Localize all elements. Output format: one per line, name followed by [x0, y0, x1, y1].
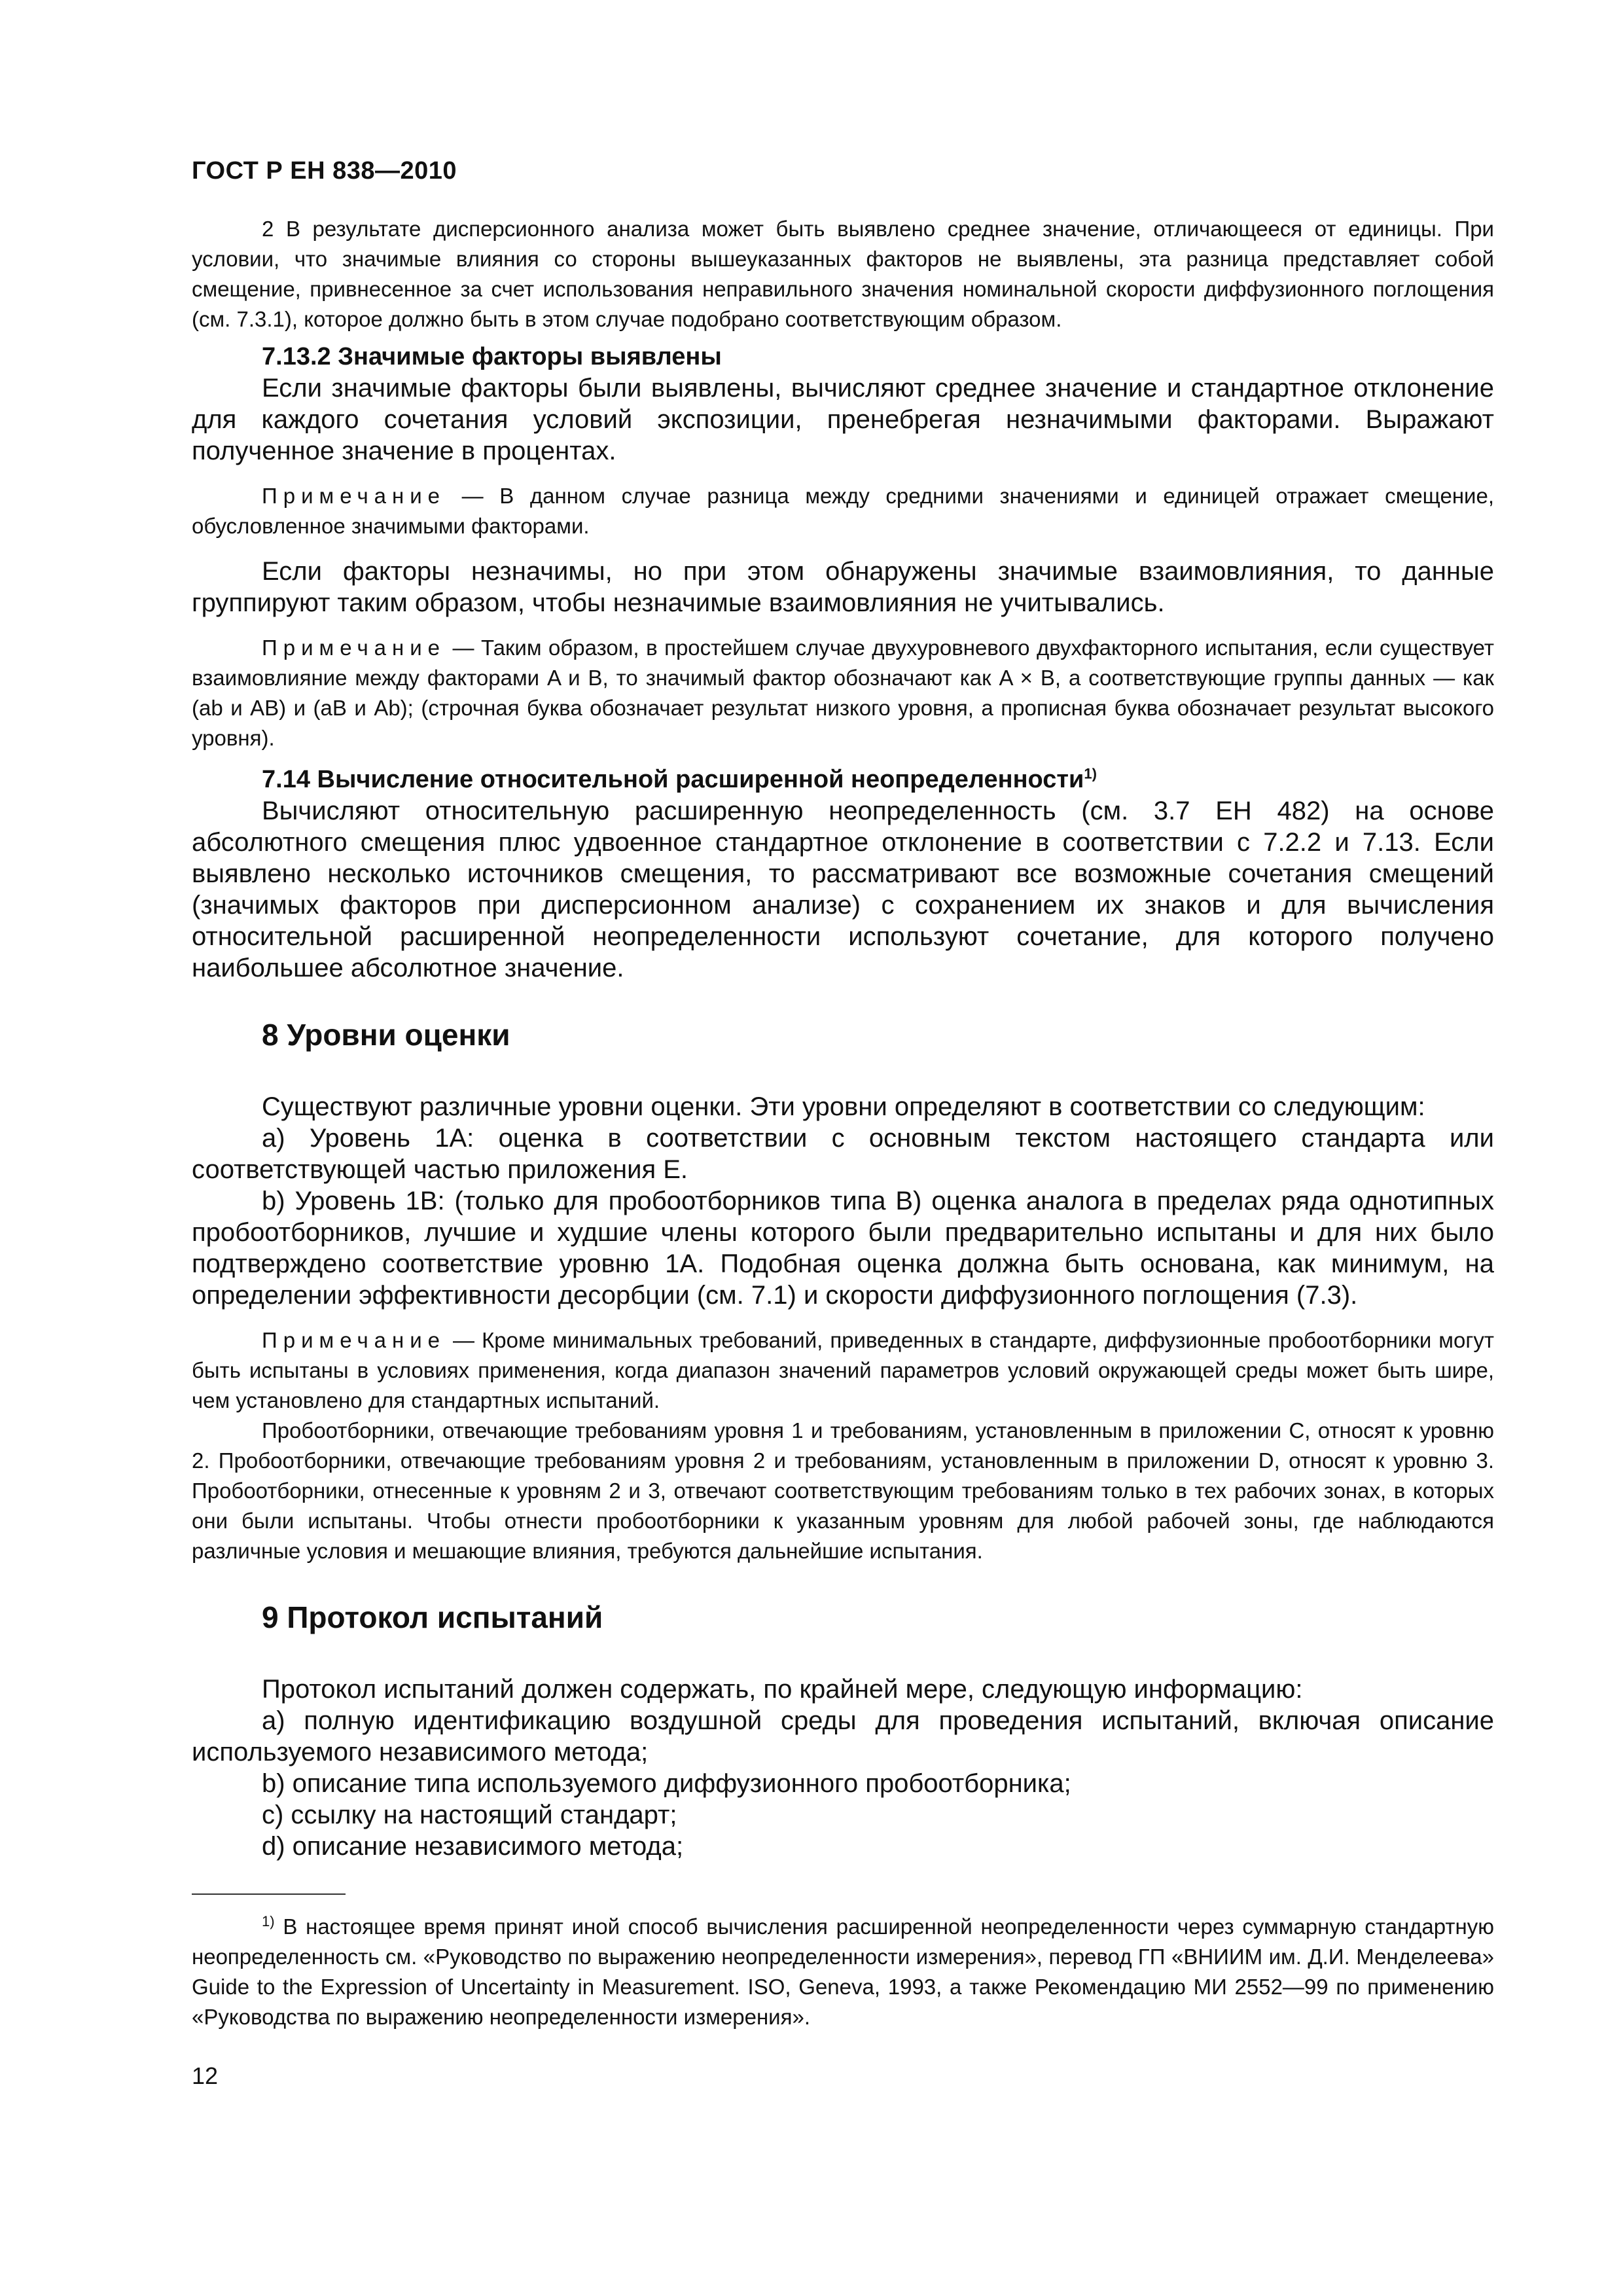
heading-7-13-2: 7.13.2 Значимые факторы выявлены [262, 343, 722, 370]
paragraph-levels-2-3: Пробоотборники, отвечающие требованиям уровня 1 и требованиям, установленным в приложении C, относят к уровню 2. Пробоотборники, отвечающие требованиям уровня 2 и требованиям, установленным в приложении D, относят к уровню 3. Пробоотборники, отнесенные к уровням 2 и 3, отвечают соответствующим требованиям только в тех рабочих зонах, в которых они были испытаны. Чтобы отнести пробоотборники к указанным уровням для любой рабочей зоны, где наблюдаются различные условия и мешающие влияния, требуются дальнейшие испытания. [192, 1418, 1494, 1563]
paragraph-insignificant-factors: Если факторы незначимы, но при этом обнаружены значимые взаимовлияния, то данные группируют таким образом, чтобы незначимые взаимовлияния не учитывались. [192, 557, 1494, 617]
paragraph-uncertainty: Вычисляют относительную расширенную неопределенность (см. 3.7 ЕН 482) на основе абсолютного смещения плюс удвоенное стандартное отклонение в соответствии с 7.2.2 и 7.13. Если выявлено несколько источников смещения, то рассматривают все возможные сочетания смещений (значимых факторов при дисперсионном анализе) с сохранением их знаков и для вычисления относительной расширенной неопределенности используют сочетание, для которого получено наибольшее абсолютное значение. [192, 797, 1494, 982]
paragraph-significant-factors: Если значимые факторы были выявлены, вычисляют среднее значение и стандартное отклонение для каждого сочетания условий экспозиции, пренебрегая незначимыми факторами. Выражают полученное значение в процентах. [192, 374, 1494, 465]
paragraph-note-2: 2 В результате дисперсионного анализа может быть выявлено среднее значение, отличающееся от единицы. При условии, что значимые влияния со стороны вышеуказанных факторов не выявлены, эта разница представляет собой смещение, привнесенное за счет использования неправильного значения номинальной скорости диффузионного поглощения (см. 7.3.1), которое должно быть в этом случае подобрано соответствующим образом. [192, 217, 1494, 331]
document-page [192, 157, 1494, 2090]
footnote [192, 1912, 1494, 2032]
paragraph-levels-intro: Существуют различные уровни оценки. Эти уровни определяют в соответствии со следующим: [262, 1092, 1425, 1121]
list-item-report-c: c) ссылку на настоящий стандарт; [262, 1801, 677, 1829]
heading-section-8: 8 Уровни оценки [262, 1018, 510, 1052]
footnote-divider [192, 1893, 346, 1895]
list-item-level-1a: a) Уровень 1A: оценка в соответствии с основным текстом настоящего стандарта или соответствующей частью приложения E. [192, 1124, 1494, 1184]
footnote-marker: 1) [262, 1913, 275, 1929]
running-header: ГОСТ Р ЕН 838—2010 [192, 157, 457, 185]
note-2 [192, 633, 1494, 753]
page-number: 12 [192, 2062, 219, 2089]
note-1-text: — В данном случае разница между средними значениями и единицей отражает смещение, обусловленное значимыми факторами. [192, 484, 1494, 538]
note-3-text: — Кроме минимальных требований, приведенных в стандарте, диффузионные пробоотборники могут быть испытаны в условиях применения, когда диапазон значений параметров условий окружающей среды может быть шире, чем установлено для стандартных испытаний. [192, 1328, 1494, 1412]
list-item-report-a: a) полную идентификацию воздушной среды для проведения испытаний, включая описание используемого независимого метода; [192, 1706, 1494, 1767]
note-2-text: — Таким образом, в простейшем случае двухуровневого двухфакторного испытания, если существует взаимовлияние между факторами A и B, то значимый фактор обозначают как A × B, а соответствующие группы данных — как (ab и AB) и (aB и Ab); (строчная буква обозначает результат низкого уровня, а прописная буква обозначает результат высокого уровня). [192, 636, 1494, 750]
note-label: Примечание [262, 484, 446, 508]
note-label: Примечание [262, 636, 446, 660]
list-item-report-b: b) описание типа используемого диффузионного пробоотборника; [262, 1769, 1071, 1798]
list-item-report-d: d) описание независимого метода; [262, 1832, 684, 1861]
note-label: Примечание [262, 1328, 446, 1352]
heading-section-9: 9 Протокол испытаний [262, 1600, 603, 1634]
heading-7-14-text: 7.14 Вычисление относительной расширенной неопределенности [262, 766, 1084, 793]
list-item-level-1b: b) Уровень 1B: (только для пробоотборников типа B) оценка аналога в пределах ряда однотипных пробоотборников, лучшие и худшие члены которого были предварительно испытаны и для них было подтверждено соответствие уровню 1A. Подобная оценка должна быть основана, как минимум, на определении эффективности десорбции (см. 7.1) и скорости диффузионного поглощения (7.3). [192, 1187, 1494, 1310]
note-1 [192, 481, 1494, 541]
paragraph-report-intro: Протокол испытаний должен содержать, по крайней мере, следующую информацию: [262, 1675, 1303, 1704]
heading-7-14 [262, 764, 1494, 795]
footnote-text: В настоящее время принят иной способ вычисления расширенной неопределенности через суммарную стандартную неопределенность см. «Руководство по выражению неопределенности измерения», перевод ГП «ВНИИМ им. Д.И. Менделеева» Guide to the Expression of Uncertainty in Measurement. ISO, Geneva, 1993, а также Рекомендацию МИ 2552—99 по применению «Руководства по выражению неопределенности измерения». [192, 1914, 1494, 2029]
note-3 [192, 1325, 1494, 1416]
footnote-reference[interactable]: 1) [1084, 765, 1097, 782]
